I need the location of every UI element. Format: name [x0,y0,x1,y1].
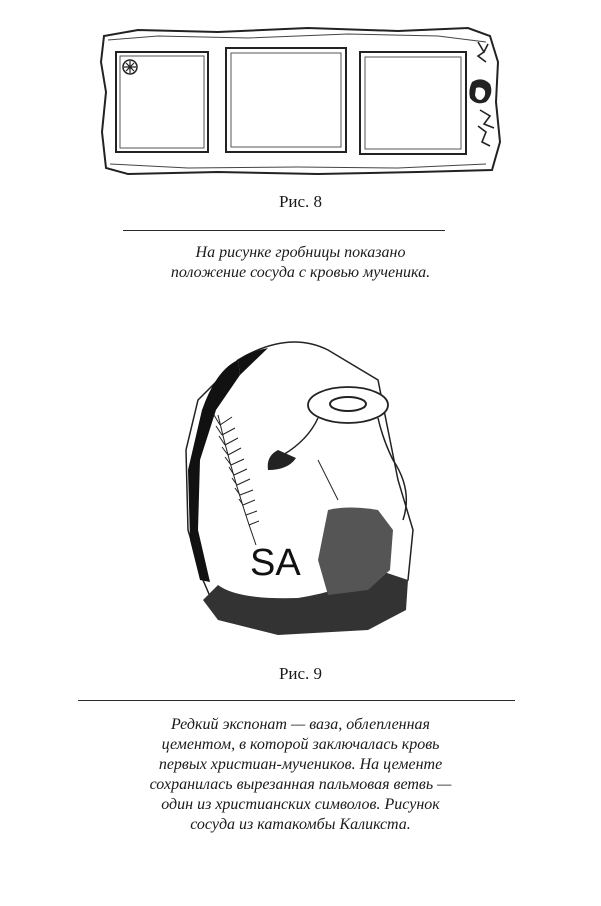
divider [123,230,445,231]
carved-inscription: SA [250,542,301,584]
figure-description [60,715,541,835]
vase-drawing [178,330,418,645]
rosette-icon [123,60,137,74]
description-line: один из христианских символов. Рисунок [161,796,440,813]
vase-rim [308,387,388,423]
description-line: Редкий экспонат — ваза, облепленная [170,716,430,733]
panel-right [360,52,466,154]
tomb-drawing [98,22,508,182]
panel-center [226,48,346,152]
description-line: положение сосуда с кровью мученика. [170,264,431,281]
description-line: сохранилась вырезанная пальмовая ветвь — [149,776,452,793]
description-line: цементом, в которой заключалась кровь [161,736,440,753]
description-line: На рисунке гробницы показано [195,244,406,261]
description-line: первых христиан-мучеников. На цементе [158,756,443,773]
figure-label: Рис. 9 [278,664,323,683]
divider [78,700,515,701]
tomb-drawing-svg [98,22,508,182]
figure-description [60,243,541,283]
description-line: сосуда из катакомбы Каликста. [190,816,411,833]
vase-drawing-svg [178,330,418,645]
figure-label: Рис. 8 [278,192,323,211]
